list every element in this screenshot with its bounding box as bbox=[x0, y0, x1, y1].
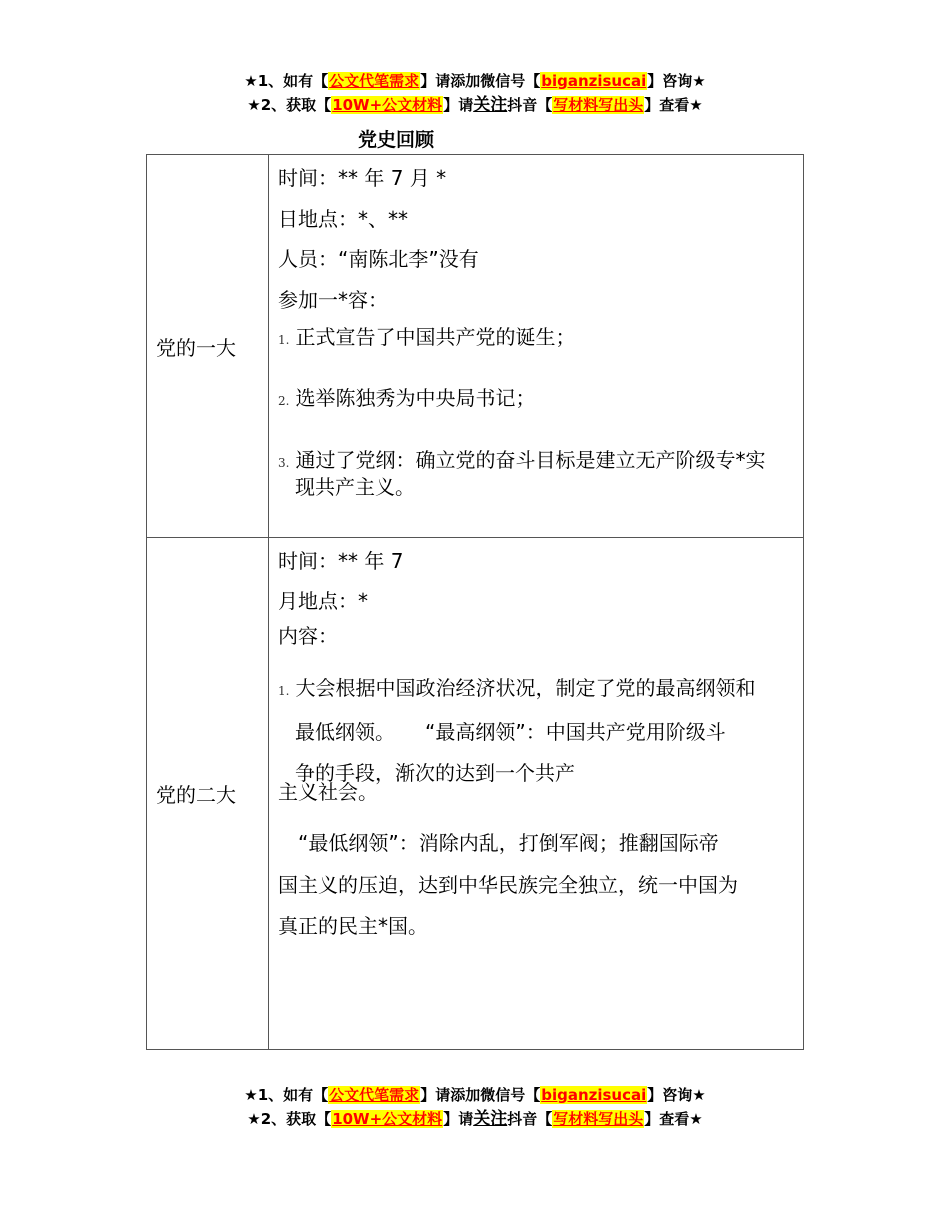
people-line: 人员：“南陈北李”没有 bbox=[278, 247, 479, 271]
list-item: 3. 通过了党纲：确立党的奋斗目标是建立无产阶级专*实 bbox=[278, 448, 766, 472]
table-row bbox=[147, 155, 804, 538]
row-label-first-congress: 党的一大 bbox=[147, 155, 269, 538]
paragraph-line: 真正的民主*国。 bbox=[278, 914, 428, 938]
highlight-douyin-account: 写材料写出头 bbox=[553, 96, 644, 114]
page-title: 党史回顾 bbox=[358, 129, 435, 151]
highlight-douyin-account: 写材料写出头 bbox=[553, 1110, 644, 1128]
paragraph-line: “最低纲领”：消除内乱，打倒军阀；推翻国际帝 bbox=[278, 831, 719, 855]
paragraph-line: 国主义的压迫，达到中华民族完全独立，统一中国为 bbox=[278, 873, 738, 897]
party-history-table bbox=[146, 154, 804, 1050]
time-line: 时间：** 年 7 月 * bbox=[278, 166, 447, 190]
highlight-wechat-id: biganzisucai bbox=[541, 1086, 647, 1104]
highlight-materials: 10W+公文材料 bbox=[332, 1110, 443, 1128]
highlight-wechat-id: biganzisucai bbox=[541, 72, 647, 90]
place-line: 日地点：*、** bbox=[278, 207, 408, 231]
list-item-continuation: 争的手段，渐次的达到一个共产 bbox=[295, 761, 575, 785]
row-label-second-congress: 党的二大 bbox=[147, 538, 269, 1050]
follow-text: 关注 bbox=[473, 1109, 508, 1129]
banner-line-1: ★1、如有【公文代笔需求】请添加微信号【biganzisucai】咨询★ bbox=[244, 1086, 706, 1104]
list-item-continuation: 最低纲领。 “最高纲领”：中国共产党用阶级斗 bbox=[295, 720, 726, 744]
content-title: 内容： bbox=[278, 624, 338, 648]
banner-line-1: ★1、如有【公文代笔需求】请添加微信号【biganzisucai】咨询★ bbox=[244, 72, 706, 90]
banner-line-2: ★2、获取【10W+公文材料】请关注抖音【写材料写出头】查看★ bbox=[247, 95, 703, 115]
content-title: 参加一*容： bbox=[278, 288, 388, 312]
list-item-continuation: 现共产主义。 bbox=[295, 475, 415, 499]
highlight-writing-service: 公文代笔需求 bbox=[329, 1086, 420, 1104]
top-banner bbox=[0, 69, 950, 117]
time-line: 时间：** 年 7 bbox=[278, 549, 404, 573]
list-item: 1. 正式宣告了中国共产党的诞生； bbox=[278, 325, 576, 349]
bottom-banner bbox=[0, 1083, 950, 1131]
list-item: 1. 大会根据中国政治经济状况，制定了党的最高纲领和 bbox=[278, 676, 756, 700]
paragraph-line: 主义社会。 bbox=[278, 780, 378, 804]
row-content-second-congress bbox=[269, 538, 804, 1050]
follow-text: 关注 bbox=[473, 95, 508, 115]
highlight-writing-service: 公文代笔需求 bbox=[329, 72, 420, 90]
banner-line-2: ★2、获取【10W+公文材料】请关注抖音【写材料写出头】查看★ bbox=[247, 1109, 703, 1129]
table-row bbox=[147, 538, 804, 1050]
place-line: 月地点：* bbox=[278, 589, 368, 613]
row-content-first-congress bbox=[269, 155, 804, 538]
list-item: 2. 选举陈独秀为中央局书记； bbox=[278, 386, 536, 410]
highlight-materials: 10W+公文材料 bbox=[332, 96, 443, 114]
